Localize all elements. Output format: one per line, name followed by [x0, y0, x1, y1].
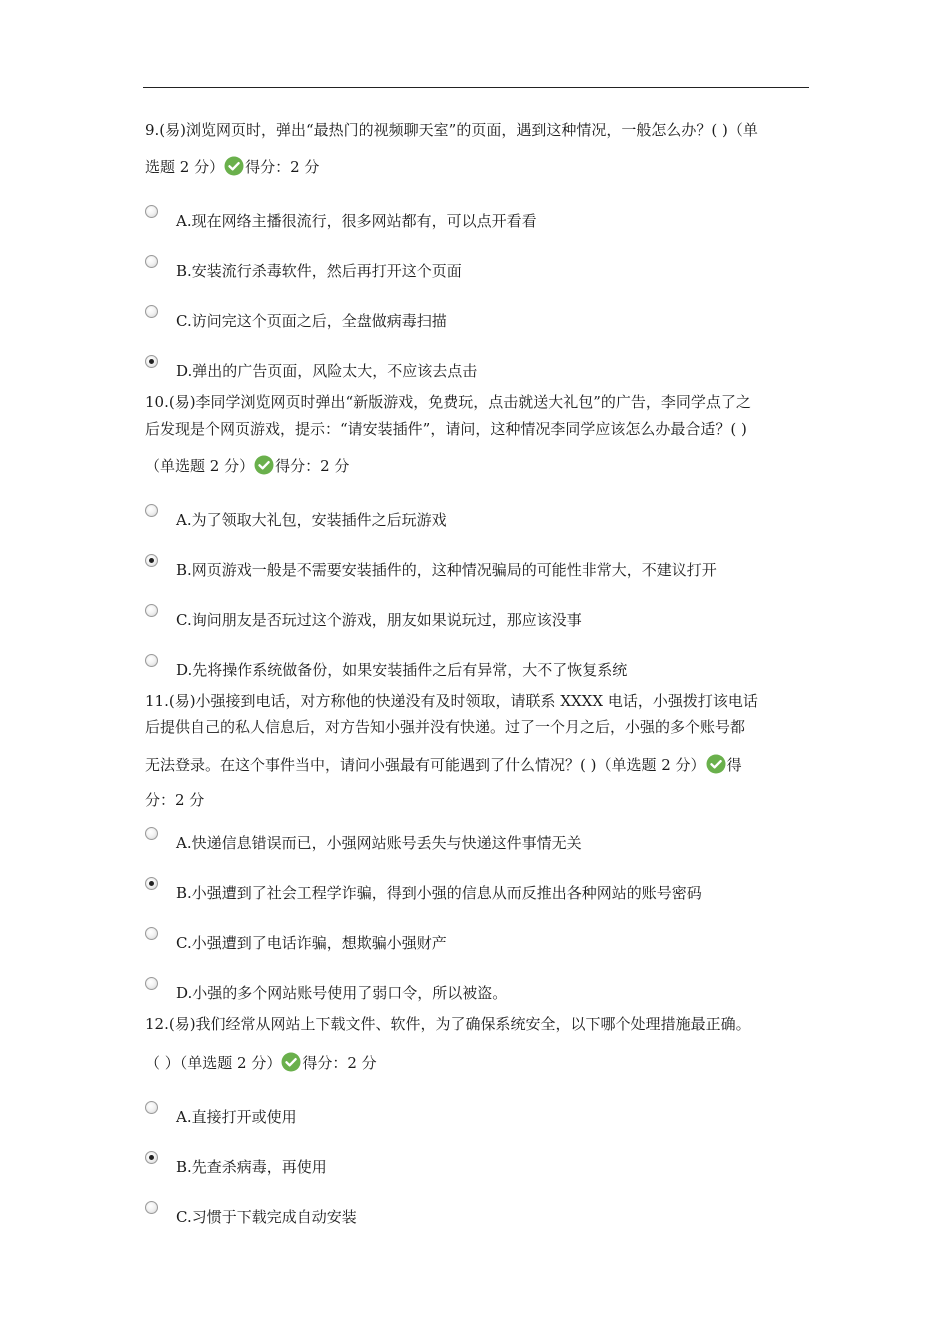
question-11-stem-line-2: 后提供自己的私人信息后，对方告知小强并没有快递。过了一个月之后，小强的多个账号都 [145, 718, 746, 736]
radio-icon[interactable] [145, 504, 158, 517]
top-divider [143, 87, 809, 88]
question-10-stem-line-3 [145, 455, 349, 476]
question-9-score: 得分：2 分 [245, 158, 320, 176]
question-11-score-prefix: 得 [726, 756, 742, 774]
radio-icon[interactable] [145, 1101, 158, 1114]
question-11-stem-line-3 [145, 754, 742, 775]
question-12-type: （ ）（单选题 2 分） [145, 1054, 282, 1072]
radio-icon[interactable] [145, 255, 158, 268]
question-10-type: （单选题 2 分） [145, 457, 255, 475]
question-12-stem-line-1: 12.(易)我们经常从网站上下载文件、软件，为了确保系统安全，以下哪个处理措施最正确。 [145, 1015, 751, 1033]
check-circle-icon [224, 156, 244, 176]
radio-icon[interactable] [145, 305, 158, 318]
radio-icon[interactable] [145, 205, 158, 218]
radio-icon[interactable] [145, 1151, 158, 1164]
question-11-stem-line-1: 11.(易)小强接到电话，对方称他的快递没有及时领取，请联系 XXXX 电话，小强拨打该电话 [145, 692, 758, 710]
question-9-type: 选题 2 分） [145, 158, 225, 176]
question-10-stem-line-2: 后发现是个网页游戏，提示：“请安装插件”，请问，这种情况李同学应该怎么办最合适？( ) [145, 420, 747, 438]
radio-icon[interactable] [145, 927, 158, 940]
question-12-score: 得分：2 分 [302, 1054, 377, 1072]
question-10-stem-line-1: 10.(易)李同学浏览网页时弹出“新版游戏，免费玩，点击就送大礼包”的广告，李同学点了之 [145, 393, 751, 411]
radio-icon[interactable] [145, 877, 158, 890]
question-11-score: 分：2 分 [145, 791, 205, 809]
radio-icon[interactable] [145, 654, 158, 667]
question-9-stem-line-2 [145, 156, 319, 177]
radio-icon[interactable] [145, 827, 158, 840]
question-9-stem-line-1: 9.(易)浏览网页时，弹出“最热门的视频聊天室”的页面，遇到这种情况，一般怎么办？( )（单 [145, 121, 758, 139]
question-12-stem-line-2 [145, 1052, 377, 1073]
check-circle-icon [254, 455, 274, 475]
radio-icon[interactable] [145, 355, 158, 368]
question-10-score: 得分：2 分 [275, 457, 350, 475]
question-11-type: 无法登录。在这个事件当中，请问小强最有可能遇到了什么情况？( )（单选题 2 分） [145, 756, 706, 774]
radio-icon[interactable] [145, 554, 158, 567]
check-circle-icon [706, 754, 726, 774]
check-circle-icon [281, 1052, 301, 1072]
radio-icon[interactable] [145, 1201, 158, 1214]
radio-icon[interactable] [145, 604, 158, 617]
radio-icon[interactable] [145, 977, 158, 990]
